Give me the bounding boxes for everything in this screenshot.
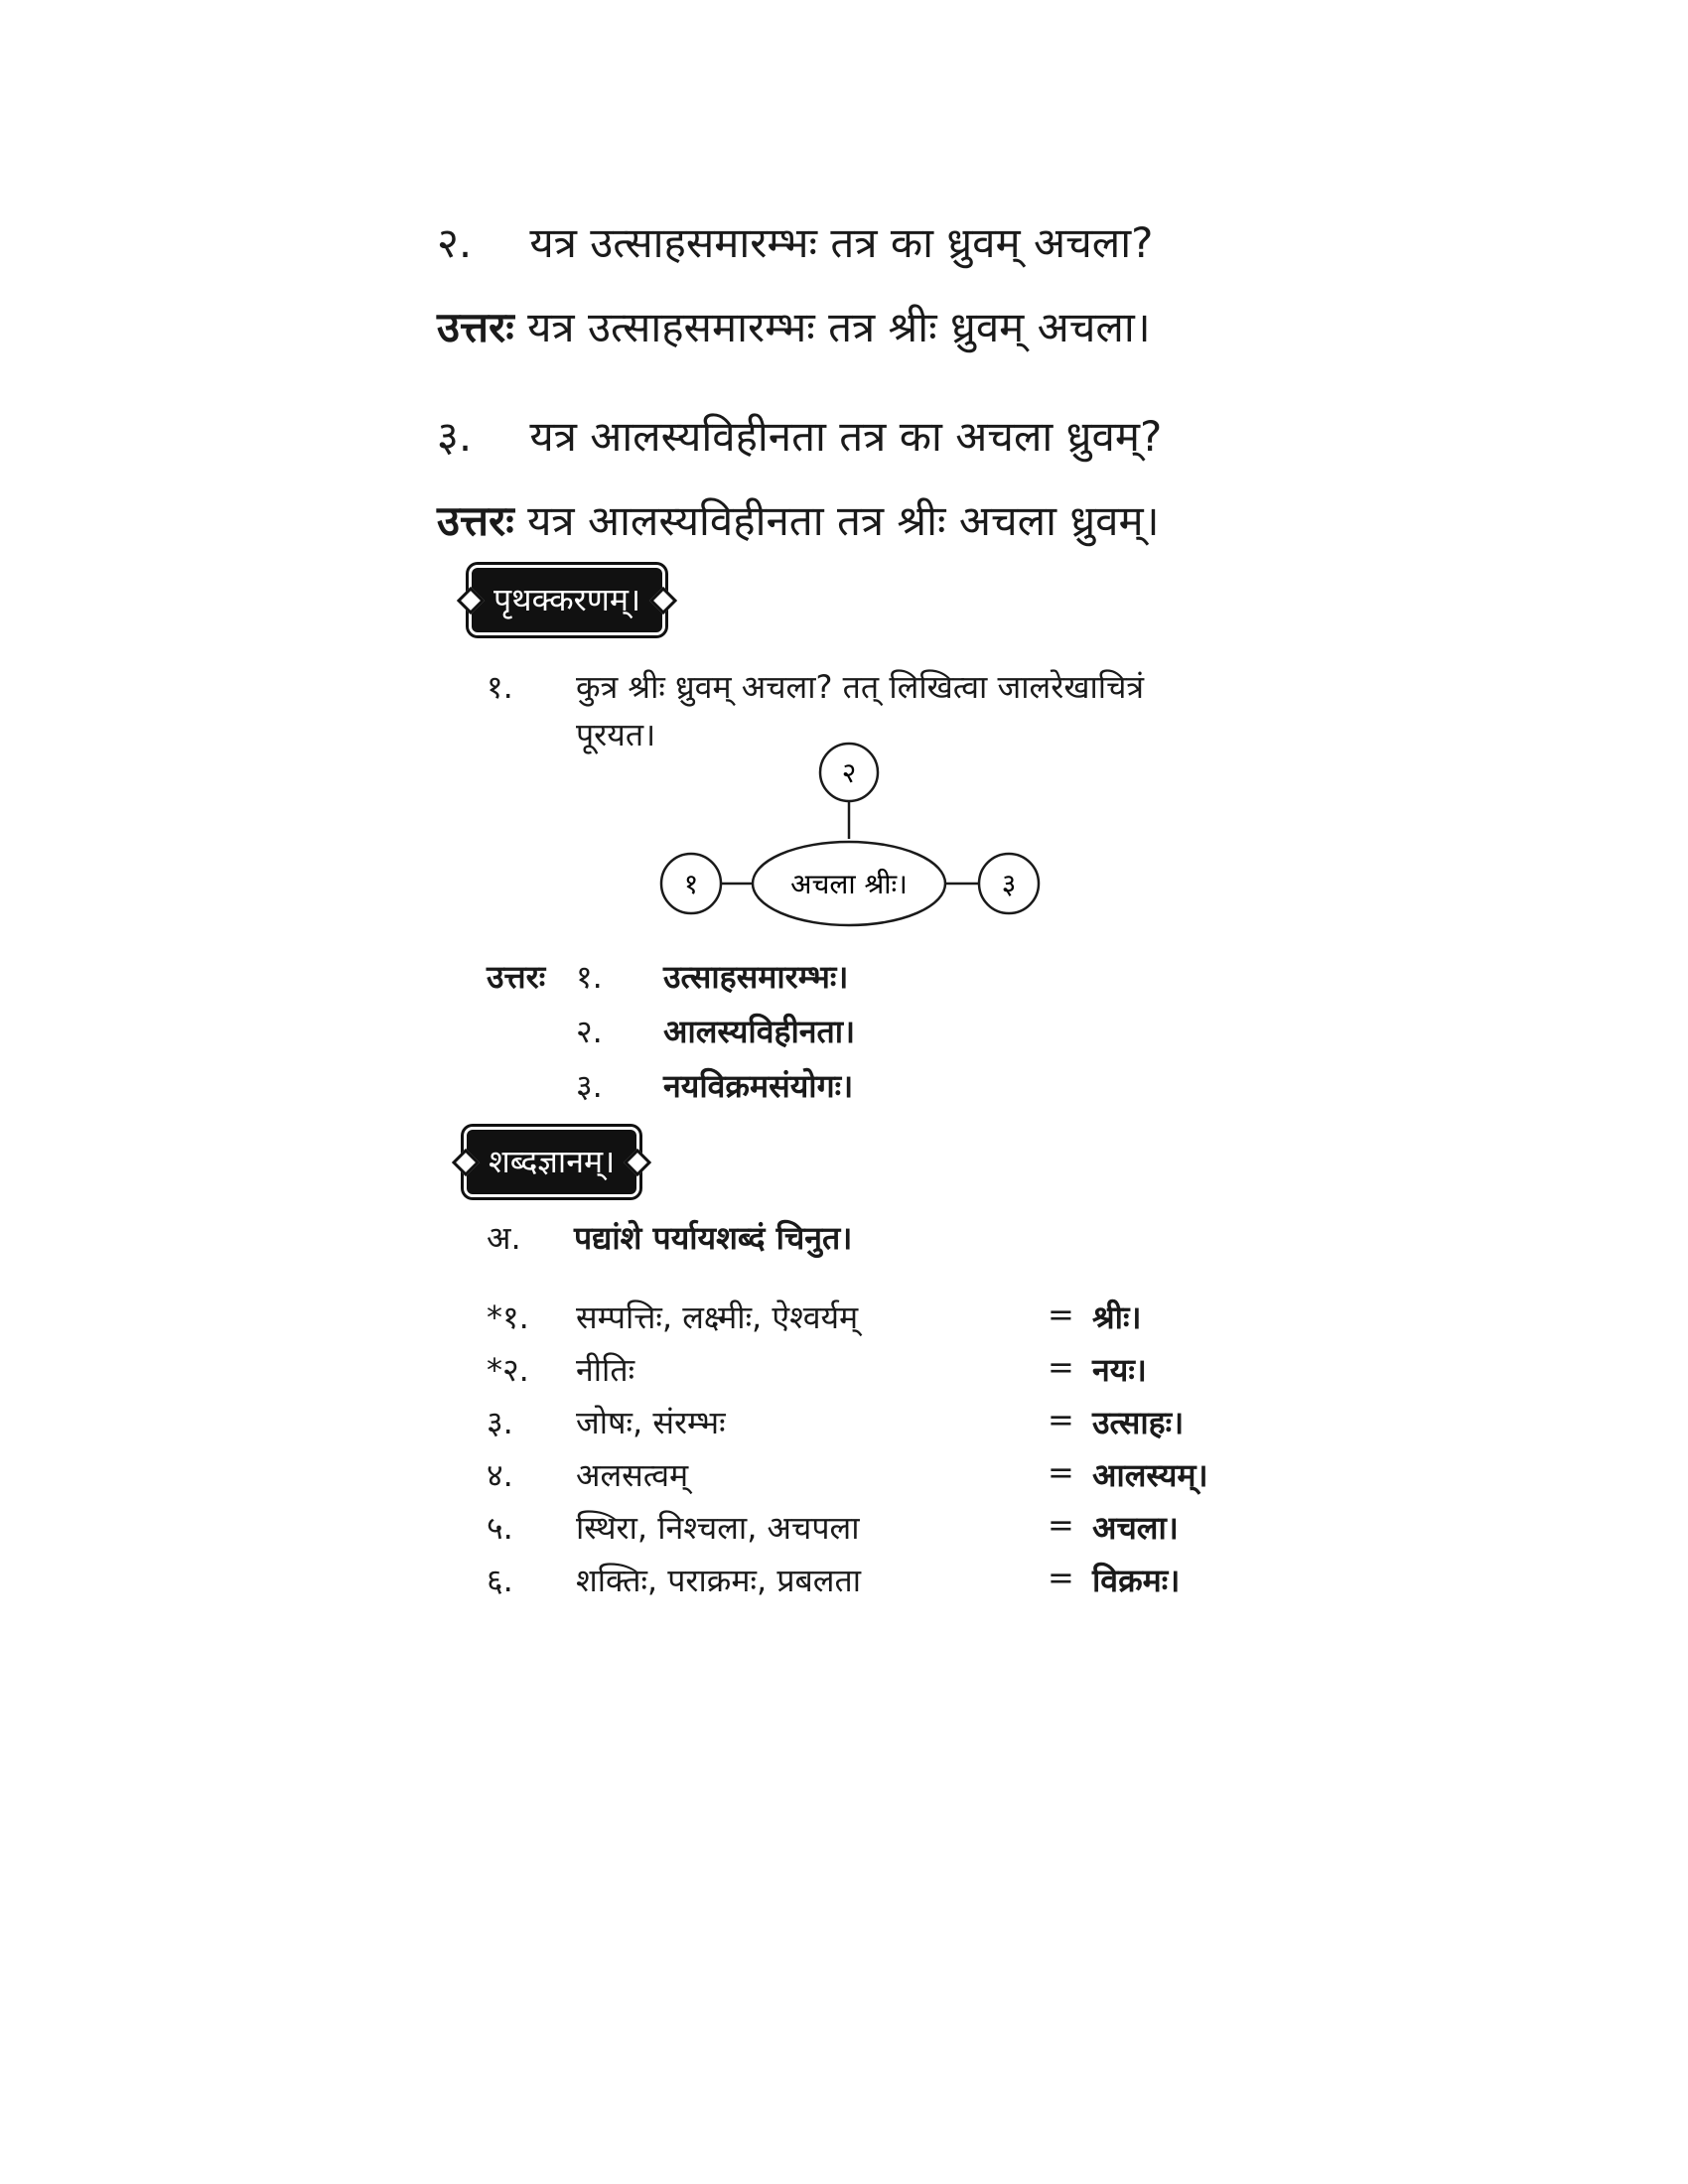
row-synonyms: जोषः, संरम्भः <box>576 1404 726 1441</box>
section1-answer-label: उत्तरः <box>487 958 546 996</box>
row-word: नयः। <box>1092 1351 1147 1389</box>
row-equals: = <box>1048 1401 1074 1438</box>
row-word: उत्साहः। <box>1092 1404 1185 1441</box>
row-synonyms: शक्तिः, पराक्रमः, प्रबलता <box>576 1562 862 1599</box>
row-synonyms: स्थिरा, निश्चला, अचपला <box>576 1509 860 1547</box>
answer-item-number: ३. <box>576 1067 603 1105</box>
left-label: १ <box>683 868 699 900</box>
question-3 <box>437 407 1162 464</box>
answer-item-text: नयविक्रमसंयोगः। <box>663 1067 854 1105</box>
answer-item-number: २. <box>576 1013 603 1050</box>
row-number: ५. <box>487 1509 513 1547</box>
row-number: *१. <box>487 1298 529 1336</box>
row-equals: = <box>1048 1453 1074 1491</box>
section1-question-number: १. <box>487 668 513 706</box>
row-equals: = <box>1048 1296 1074 1333</box>
row-synonyms: नीतिः <box>576 1351 635 1389</box>
section1-question-line1: कुत्र श्रीः ध्रुवम् अचला? तत् लिखित्वा जालरेखाचित्रं <box>576 668 1145 706</box>
answer-label: उत्तरः <box>437 303 514 351</box>
row-number: *२. <box>487 1351 529 1389</box>
answer-2 <box>437 298 1151 354</box>
answer-text: यत्र आलस्यविहीनता तत्र श्रीः अचला ध्रुवम्। <box>527 496 1160 545</box>
row-synonyms: अलसत्वम् <box>576 1456 689 1494</box>
row-number: ३. <box>487 1404 513 1441</box>
question-number: ३. <box>437 412 473 461</box>
row-word: विक्रमः। <box>1092 1562 1181 1599</box>
center-label: अचला श्रीः। <box>790 868 908 900</box>
row-synonyms: सम्पत्तिः, लक्ष्मीः, ऐश्वर्यम् <box>576 1298 859 1336</box>
subsection-title: पद्यांशे पर्यायशब्दं चिनुत। <box>574 1219 853 1257</box>
question-number: २. <box>437 218 473 267</box>
row-word: अचला। <box>1092 1509 1179 1547</box>
answer-item-text: उत्साहसमारम्भः। <box>663 958 849 996</box>
answer-label: उत्तरः <box>437 496 514 545</box>
answer-item-number: १. <box>576 958 603 996</box>
answer-3 <box>437 491 1160 548</box>
row-word: श्रीः। <box>1092 1298 1142 1336</box>
answer-item-text: आलस्यविहीनता। <box>663 1013 856 1050</box>
row-word: आलस्यम्। <box>1092 1456 1208 1494</box>
web-diagram <box>655 740 1053 928</box>
question-text: यत्र उत्साहसमारम्भः तत्र का ध्रुवम् अचला? <box>529 218 1154 267</box>
row-equals: = <box>1048 1559 1074 1596</box>
row-equals: = <box>1048 1348 1074 1386</box>
top-label: २ <box>841 756 857 789</box>
row-number: ६. <box>487 1562 513 1599</box>
question-2 <box>437 213 1153 270</box>
question-text: यत्र आलस्यविहीनता तत्र का अचला ध्रुवम्? <box>529 412 1163 461</box>
row-equals: = <box>1048 1506 1074 1544</box>
subsection-number: अ. <box>487 1219 521 1257</box>
answer-text: यत्र उत्साहसमारम्भः तत्र श्रीः ध्रुवम् अचला। <box>527 303 1151 351</box>
right-label: ३ <box>1001 868 1017 900</box>
section-heading-separation: पृथक्करणम्। <box>472 568 662 632</box>
row-number: ४. <box>487 1456 513 1494</box>
section-heading-vocabulary: शब्दज्ञानम्। <box>467 1130 636 1194</box>
section1-question-line2: पूरयत। <box>576 716 656 753</box>
